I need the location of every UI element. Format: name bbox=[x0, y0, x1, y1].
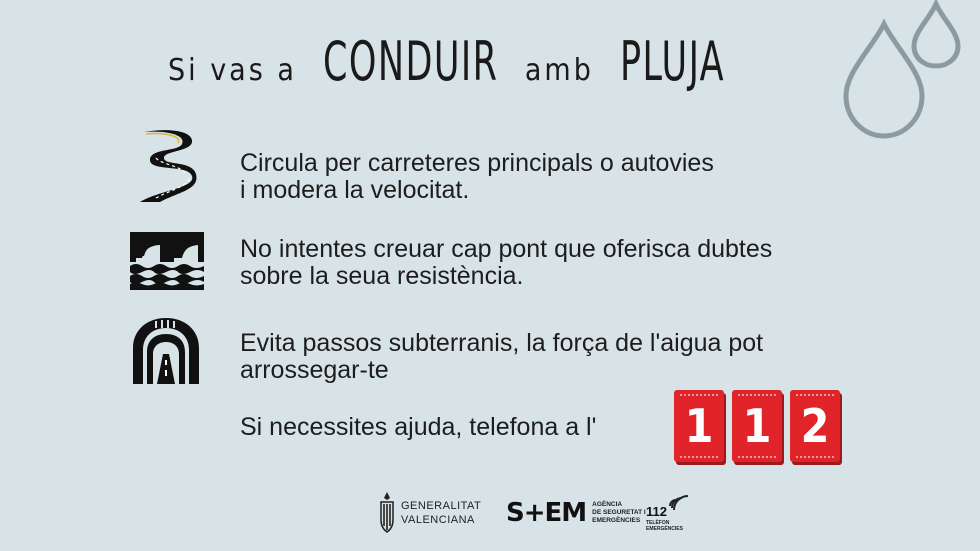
gv-line-2: VALENCIANA bbox=[401, 514, 475, 526]
footer-logos bbox=[0, 492, 980, 542]
tunnel-icon bbox=[133, 318, 199, 384]
e112-subtitle: TELÈFON EMERGÈNCIES bbox=[646, 520, 683, 532]
tip-2-line-2: sobre la seua resistència. bbox=[240, 262, 524, 290]
sem-logo-text: S+EM bbox=[506, 498, 587, 528]
e112-number: 112 bbox=[646, 504, 667, 519]
gv-line-1: GENERALITAT bbox=[401, 500, 482, 512]
page-title bbox=[168, 30, 730, 93]
bridge-water-icon bbox=[130, 232, 204, 290]
tip-2-line-1: No intentes creuar cap pont que oferisca dubtes bbox=[240, 235, 773, 263]
tip-3-line-1: Evita passos subterranis, la força de l'aigua pot bbox=[240, 329, 764, 357]
winding-road-icon bbox=[130, 128, 200, 204]
title-part-2: CONDUIR bbox=[322, 30, 499, 93]
digit-3: 2 bbox=[790, 390, 840, 462]
sem-sub-line-1: AGÈNCIA bbox=[592, 501, 623, 508]
rain-drops-icon bbox=[836, 0, 976, 145]
title-part-3: amb bbox=[524, 53, 594, 88]
coat-of-arms-icon bbox=[378, 492, 396, 534]
sem-sub-line-3: EMERGÈNCIES bbox=[592, 517, 641, 524]
generalitat-valenciana-logo bbox=[378, 492, 481, 534]
tip-1-line-1: Circula per carreteres principals o autovies bbox=[240, 149, 714, 177]
digit-1: 1 bbox=[674, 390, 724, 462]
sem-sub-line-2: DE SEGURETAT I bbox=[592, 509, 646, 516]
sem-logo bbox=[506, 498, 646, 528]
tip-3-line-2: arrossegar-te bbox=[240, 356, 389, 384]
tip-1-line-2: i modera la velocitat. bbox=[240, 176, 470, 204]
digit-2: 1 bbox=[732, 390, 782, 462]
title-part-4: PLUJA bbox=[619, 30, 725, 93]
help-text: Si necessites ajuda, telefona a l' bbox=[240, 413, 597, 441]
emergency-number-112[interactable] bbox=[674, 390, 840, 462]
title-part-1: Si vas a bbox=[168, 53, 297, 88]
